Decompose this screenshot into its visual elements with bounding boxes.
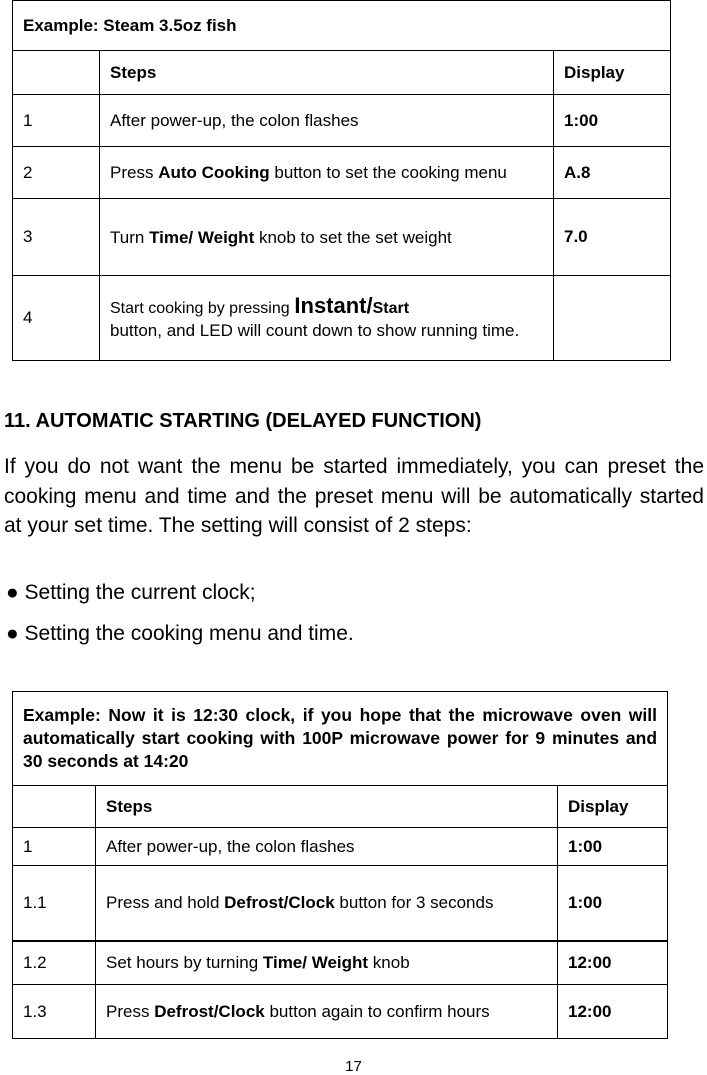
step-text-bold-small: Start xyxy=(372,299,410,317)
step-number: 1 xyxy=(13,95,100,147)
step-number: 1 xyxy=(13,828,96,866)
step-number: 1.3 xyxy=(13,985,96,1039)
table-row xyxy=(13,199,671,276)
step-number: 3 xyxy=(13,199,100,276)
table2-head-display: Display xyxy=(558,786,668,828)
step-number: 4 xyxy=(13,276,100,361)
page-number: 17 xyxy=(345,1058,362,1075)
table-row xyxy=(13,866,668,941)
display-value: 12:00 xyxy=(558,985,668,1039)
step-text-post: button to set the cooking menu xyxy=(274,163,507,182)
table-row xyxy=(13,95,671,147)
step-text-pre: Press xyxy=(110,163,154,182)
bullet-item: ● Setting the current clock; xyxy=(6,581,256,604)
table-row xyxy=(13,147,671,199)
step-text-post: button again to confirm hours xyxy=(269,1002,490,1021)
section-title: 11. AUTOMATIC STARTING (DELAYED FUNCTION) xyxy=(4,410,482,432)
step-text xyxy=(96,985,558,1039)
step-text xyxy=(96,866,558,941)
step-text-post: knob to set the set weight xyxy=(258,227,452,247)
table-row xyxy=(13,276,671,361)
table-row xyxy=(13,985,668,1039)
bullet-item: ● Setting the cooking menu and time. xyxy=(6,622,354,645)
step-text xyxy=(100,147,554,199)
step-text-post: button, and LED will count down to show running time. xyxy=(110,320,520,340)
step-text-pre: Set hours by turning xyxy=(106,952,259,972)
table-row xyxy=(13,828,668,866)
step-text-pre: Press and hold xyxy=(106,893,220,913)
step-text: After power-up, the colon flashes xyxy=(96,828,558,866)
example-table-steam-fish xyxy=(12,0,671,361)
step-text xyxy=(96,941,558,985)
display-value: 1:00 xyxy=(554,95,671,147)
step-text-bold: Time/ Weight xyxy=(149,227,255,247)
table1-head-num xyxy=(13,51,100,95)
table2-head-steps: Steps xyxy=(96,786,558,828)
step-text xyxy=(100,276,554,361)
step-text-bold: Time/ Weight xyxy=(262,952,369,972)
step-number: 1.1 xyxy=(13,866,96,941)
display-value: A.8 xyxy=(554,147,671,199)
display-value: 7.0 xyxy=(554,199,671,276)
step-text xyxy=(100,199,554,276)
display-value: 1:00 xyxy=(558,828,668,866)
step-text-pre: Press xyxy=(106,1002,150,1021)
table1-title: Example: Steam 3.5oz fish xyxy=(13,1,671,51)
section-paragraph: If you do not want the menu be started immediately, you can preset the cooking menu and time and the preset menu will be automatically started at your set time. The setting will consist of 2 steps: xyxy=(4,455,704,537)
step-text-pre: Start cooking by pressing xyxy=(110,299,290,317)
display-value xyxy=(554,276,671,361)
step-text-post: button for 3 seconds xyxy=(339,893,494,913)
table2-head-num xyxy=(13,786,96,828)
step-text-bold: Auto Cooking xyxy=(158,163,270,182)
step-number: 1.2 xyxy=(13,941,96,985)
table1-head-steps: Steps xyxy=(100,51,554,95)
display-value: 12:00 xyxy=(558,941,668,985)
step-text: After power-up, the colon flashes xyxy=(100,95,554,147)
step-text-bold: Defrost/Clock xyxy=(154,1002,265,1021)
table1-head-display: Display xyxy=(554,51,671,95)
step-number: 2 xyxy=(13,147,100,199)
step-text-bold-big: Instant/ xyxy=(294,292,373,318)
step-text-pre: Turn xyxy=(110,227,145,247)
step-text-post: knob xyxy=(372,952,410,972)
table-row xyxy=(13,941,668,985)
display-value: 1:00 xyxy=(558,866,668,941)
step-text-bold: Defrost/Clock xyxy=(224,893,335,913)
example-table-delayed-start xyxy=(12,691,668,1039)
table2-title: Example: Now it is 12:30 clock, if you hope that the microwave oven will automatically start cooking with 100P microwave power for 9 minutes and 30 seconds at 14:20 xyxy=(13,692,668,786)
